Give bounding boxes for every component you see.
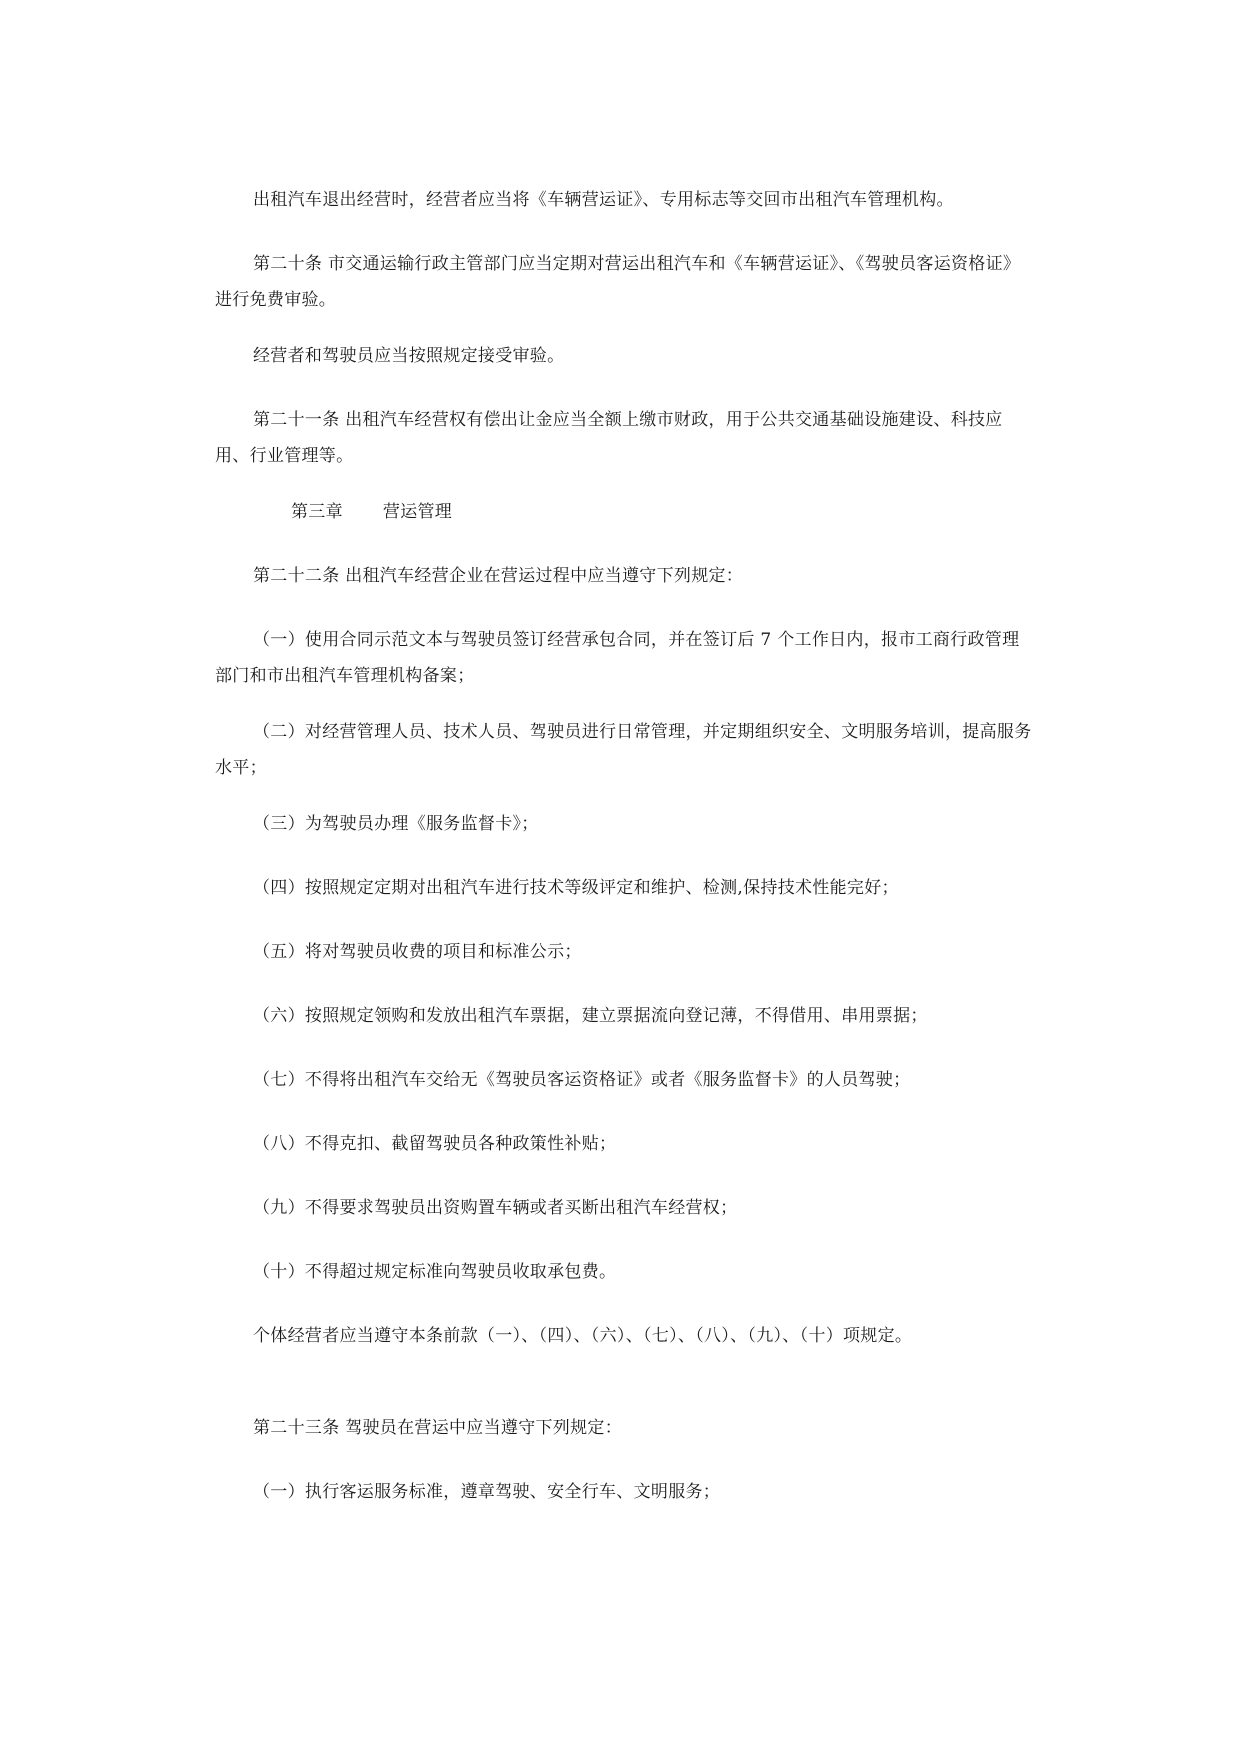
list-item-10: （十）不得超过规定标准向驾驶员收取承包费。 xyxy=(253,1262,617,1282)
driver-list-item-1: （一）执行客运服务标准，遵章驾驶、安全行车、文明服务； xyxy=(253,1482,721,1502)
chapter-3-heading xyxy=(215,494,1035,530)
article-20: 第二十条 市交通运输行政主管部门应当定期对营运出租汽车和《车辆营运证》、《驾驶员客运资格证》进行免费审验。 xyxy=(215,254,1021,310)
article-23: 第二十三条 驾驶员在营运中应当遵守下列规定： xyxy=(253,1418,623,1438)
paragraph-accept-inspection: 经营者和驾驶员应当按照规定接受审验。 xyxy=(253,346,565,366)
list-item-1: （一）使用合同示范文本与驾驶员签订经营承包合同，并在签订后 7 个工作日内，报市工商行政管理部门和市出租汽车管理机构备案； xyxy=(215,630,1020,686)
list-item-7: （七）不得将出租汽车交给无《驾驶员客运资格证》或者《服务监督卡》的人员驾驶； xyxy=(253,1070,911,1090)
paragraph-vehicle-exit: 出租汽车退出经营时，经营者应当将《车辆营运证》、专用标志等交回市出租汽车管理机构。 xyxy=(253,190,954,210)
list-item-5: （五）将对驾驶员收费的项目和标准公示； xyxy=(253,942,582,962)
chapter-title: 营运管理 xyxy=(382,502,453,522)
list-item-6: （六）按照规定领购和发放出租汽车票据，建立票据流向登记薄，不得借用、串用票据； xyxy=(253,1006,928,1026)
list-item-4: （四）按照规定定期对出租汽车进行技术等级评定和维护、检测,保持技术性能完好； xyxy=(253,878,899,898)
list-item-9: （九）不得要求驾驶员出资购置车辆或者买断出租汽车经营权； xyxy=(253,1198,738,1218)
article-22: 第二十二条 出租汽车经营企业在营运过程中应当遵守下列规定： xyxy=(253,566,744,586)
chapter-number: 第三章 xyxy=(291,502,343,522)
list-item-3: （三）为驾驶员办理《服务监督卡》； xyxy=(253,814,539,834)
paragraph-individual-operators: 个体经营者应当遵守本条前款（一）、（四）、（六）、（七）、（八）、（九）、（十）项规定。 xyxy=(253,1326,913,1346)
list-item-2: （二）对经营管理人员、技术人员、驾驶员进行日常管理，并定期组织安全、文明服务培训，提高服务水平； xyxy=(215,722,1032,778)
article-21: 第二十一条 出租汽车经营权有偿出让金应当全额上缴市财政，用于公共交通基础设施建设、科技应用、行业管理等。 xyxy=(215,410,1003,466)
list-item-8: （八）不得克扣、截留驾驶员各种政策性补贴； xyxy=(253,1134,617,1154)
